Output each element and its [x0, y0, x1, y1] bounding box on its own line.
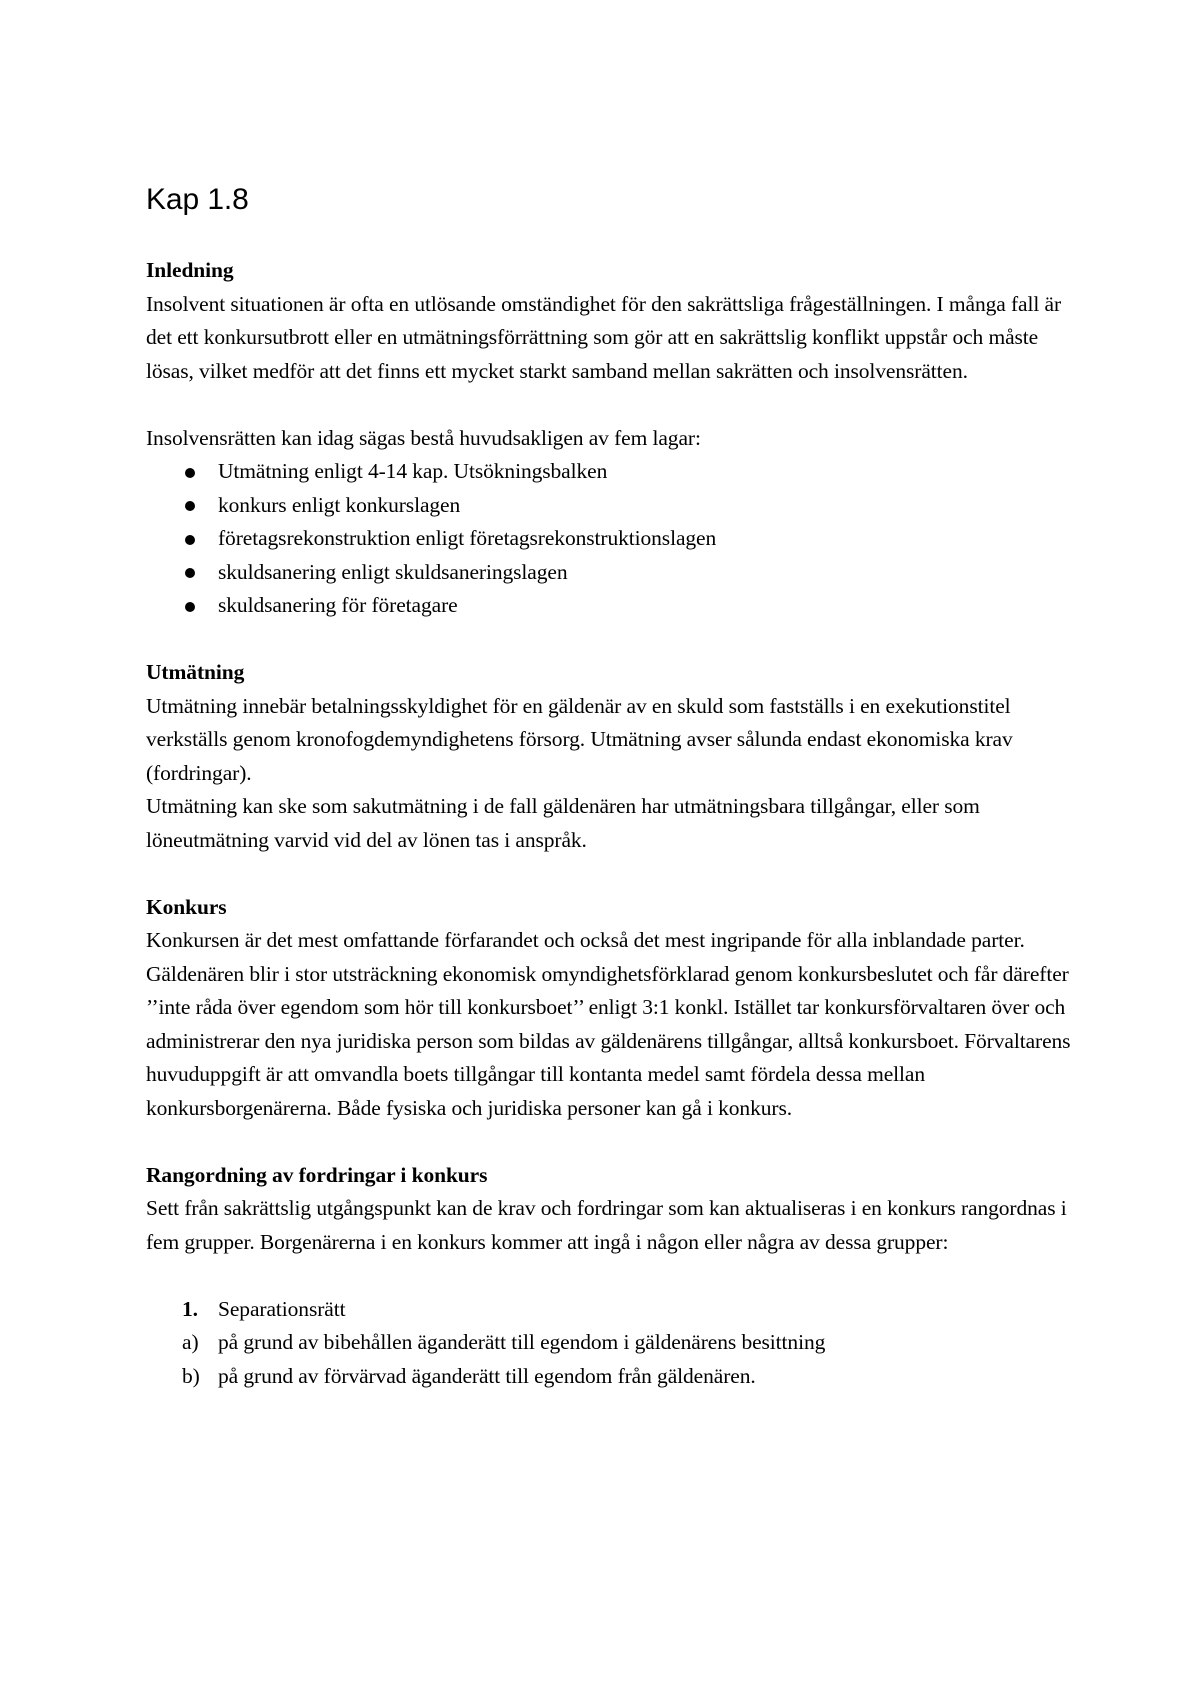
list-item-text: Separationsrätt	[218, 1296, 346, 1321]
list-item	[146, 1293, 1086, 1327]
utmatning-paragraph-2: Utmätning kan ske som sakutmätning i de fall gäldenären har utmätningsbara tillgångar, eller som löneutmätning varvid vid del av lönen tas i anspråk.	[146, 794, 980, 852]
list-item-text: på grund av bibehållen äganderätt till egendom i gäldenärens besittning	[218, 1330, 826, 1354]
list-item-text: skuldsanering enligt skuldsaneringslagen	[218, 559, 568, 584]
document-content	[146, 180, 1086, 1427]
page-title: Kap 1.8	[146, 183, 249, 216]
utmatning-paragraph-1: Utmätning innebär betalningsskyldighet för en gäldenär av en skuld som fastställs i en exekutionstitel verkställs genom kronofogdemyndighetens försorg. Utmätning avser sålunda endast ekonomiska krav (fordringar).	[146, 693, 1013, 785]
list-item	[146, 522, 1086, 556]
paragraph-spacer	[146, 1259, 1086, 1293]
bullet-icon	[185, 501, 195, 511]
section-heading-konkurs: Konkurs	[146, 894, 227, 919]
list-item-text: företagsrekonstruktion enligt företagsrekonstruktionslagen	[218, 526, 717, 550]
list-item	[146, 1326, 1086, 1360]
lettered-list	[146, 1326, 1086, 1393]
list-item-text: på grund av förvärvad äganderätt till egendom från gäldenären.	[218, 1363, 756, 1388]
laws-bullet-list	[146, 455, 1086, 623]
list-item	[146, 1360, 1086, 1394]
section-heading-rangordning: Rangordning av fordringar i konkurs	[146, 1162, 488, 1187]
inledning-paragraph-2: Insolvensrätten kan idag sägas bestå huvudsakligen av fem lagar:	[146, 425, 701, 450]
list-item-text: konkurs enligt konkurslagen	[218, 492, 461, 517]
list-item	[146, 489, 1086, 523]
bullet-icon	[185, 568, 195, 578]
rangordning-paragraph-1: Sett från sakrättslig utgångspunkt kan de krav och fordringar som kan aktualiseras i en konkurs rangordnas i fem grupper. Borgenärerna i en konkurs kommer att ingå i någon eller några av dessa grupper:	[146, 1196, 1067, 1254]
bullet-icon	[185, 535, 195, 545]
section-heading-inledning: Inledning	[146, 258, 234, 282]
list-item	[146, 455, 1086, 489]
list-item-text: skuldsanering för företagare	[218, 593, 458, 617]
list-marker: a)	[182, 1330, 199, 1354]
section-inledning	[146, 254, 1086, 623]
section-konkurs	[146, 891, 1086, 1126]
bullet-icon	[185, 468, 195, 478]
section-heading-utmatning: Utmätning	[146, 660, 245, 684]
inledning-paragraph-1: Insolvent situationen är ofta en utlösande omständighet för den sakrättsliga frågeställningen. I många fall är det ett konkursutbrott eller en utmätningsförrättning som gör att en sakrättslig konflikt uppstår och måste lösas, vilket medför att det finns ett mycket starkt samband mellan sakrätten och insolvensrätten.	[146, 291, 1062, 383]
list-item-text: Utmätning enligt 4-14 kap. Utsökningsbalken	[218, 459, 608, 483]
list-marker: b)	[182, 1363, 200, 1388]
list-item	[146, 556, 1086, 590]
section-rangordning	[146, 1159, 1086, 1394]
section-utmatning	[146, 656, 1086, 857]
paragraph-spacer	[146, 388, 1086, 422]
numbered-list	[146, 1293, 1086, 1327]
list-marker: 1.	[182, 1296, 198, 1321]
list-item	[146, 589, 1086, 623]
konkurs-paragraph-1: Konkursen är det mest omfattande förfarandet och också det mest ingripande för alla inblandade parter. Gäldenären blir i stor utsträckning ekonomisk omyndighetsförklarad genom konkursbeslutet och får därefter ’’inte råda över egendom som hör till konkursboet’’ enligt 3:1 konkl. Istället tar konkursförvaltaren över och administrerar den nya juridiska person som bildas av gäldenärens tillgångar, alltså konkursboet. Förvaltarens huvuduppgift är att omvandla boets tillgångar till kontanta medel samt fördela dessa mellan konkursborgenärerna. Både fysiska och juridiska personer kan gå i konkurs.	[146, 928, 1071, 1120]
bullet-icon	[185, 602, 195, 612]
